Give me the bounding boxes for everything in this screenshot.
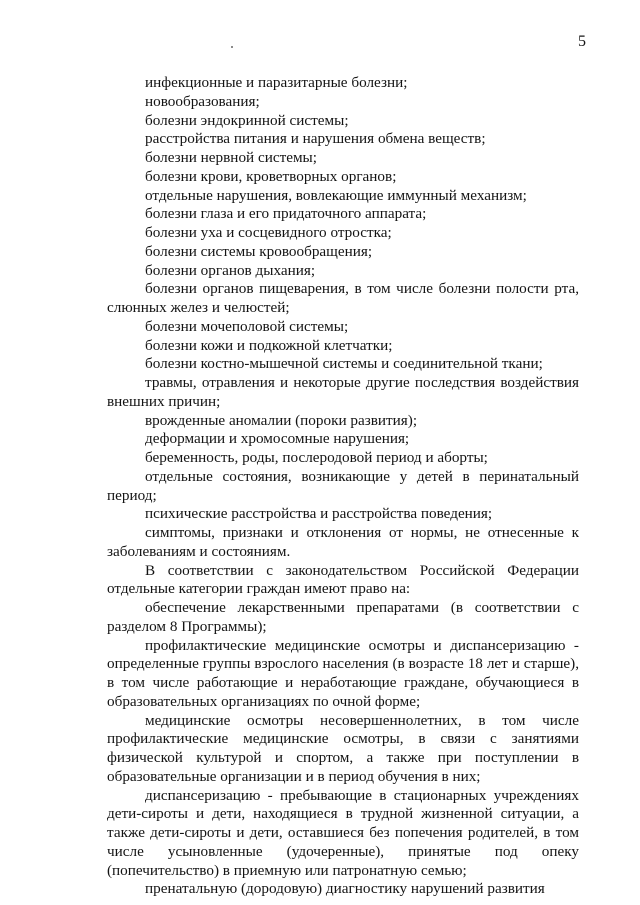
paragraph: психические расстройства и расстройства поведения; <box>145 505 493 523</box>
paragraph: инфекционные и паразитарные болезни; <box>145 74 408 91</box>
paragraph: болезни мочеполовой системы; <box>145 317 349 335</box>
paragraph: новообразования; <box>145 92 260 110</box>
paragraph: пренатальную (дородовую) диагностику нарушений развития <box>145 880 545 898</box>
paragraph: болезни нервной системы; <box>145 149 317 166</box>
paragraph: симптомы, признаки и отклонения от нормы, не отнесенные к заболеваниям и состояниям. <box>107 524 579 560</box>
paragraph: беременность, роды, послеродовой период и аборты; <box>145 449 488 466</box>
paragraph: отдельные состояния, возникающие у детей в перинатальный период; <box>107 467 579 504</box>
paragraph: болезни органов дыхания; <box>145 261 316 279</box>
paragraph: диспансеризацию - пребывающие в стационарных учреждениях дети-сироты и дети, находящиеся в трудной жизненной ситуации, а также дети-сироты и дети, оставшиеся без попечения родителей, в том числе усыновленные (удочеренные), принятые под опеку (попечительство) в приемную или патронатную семью; <box>107 786 579 879</box>
paragraph: обеспечение лекарственными препаратами (в соответствии с разделом 8 Программы); <box>107 599 579 635</box>
paragraph: болезни кожи и подкожной клетчатки; <box>145 336 393 354</box>
paragraph: врожденные аномалии (пороки развития); <box>145 411 418 429</box>
document-body <box>107 74 579 899</box>
paragraph: болезни костно-мышечной системы и соединительной ткани; <box>145 355 543 373</box>
paragraph: расстройства питания и нарушения обмена веществ; <box>145 130 486 148</box>
paragraph: профилактические медицинские осмотры и диспансеризацию - определенные группы взрослого населения (в возрасте 18 лет и старше), в том числе работающие и неработающие граждане, обучающиеся в образовательных организациях по очной форме; <box>107 636 579 710</box>
paragraph: болезни эндокринной системы; <box>145 111 349 129</box>
paragraph: болезни крови, кроветворных органов; <box>145 167 397 185</box>
paragraph: травмы, отравления и некоторые другие последствия воздействия внешних причин; <box>107 374 579 410</box>
scan-speck <box>231 46 233 48</box>
paragraph: отдельные нарушения, вовлекающие иммунный механизм; <box>145 186 527 204</box>
paragraph: болезни системы кровообращения; <box>145 242 373 260</box>
page-number: 5 <box>578 33 586 50</box>
paragraph: болезни органов пищеварения, в том числе болезни полости рта, слюнных желез и челюстей; <box>107 280 579 316</box>
paragraph: болезни уха и сосцевидного отростка; <box>145 224 392 241</box>
paragraph: медицинские осмотры несовершеннолетних, в том числе профилактические медицинские осмотры, в связи с занятиями физической культурой и спортом, а также при поступлении в образовательные организации и в период обучения в них; <box>107 711 579 785</box>
paragraph: В соответствии с законодательством Российской Федерации отдельные категории граждан имеют право на: <box>107 561 579 598</box>
paragraph: болезни глаза и его придаточного аппарата; <box>145 205 427 223</box>
paragraph: деформации и хромосомные нарушения; <box>145 430 410 448</box>
